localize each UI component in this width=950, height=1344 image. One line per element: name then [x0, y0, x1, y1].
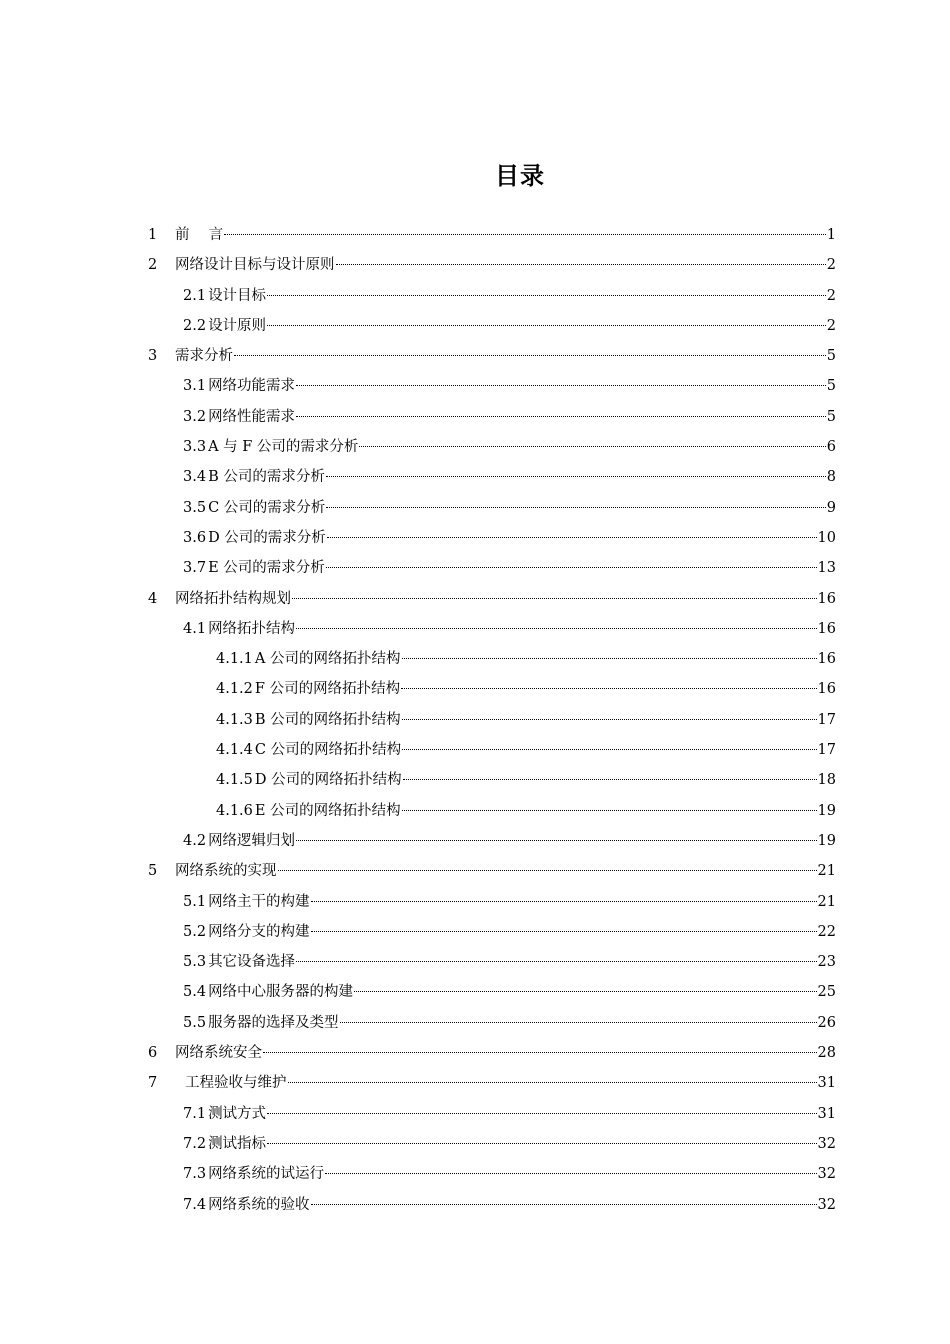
- page-title: 目录: [495, 162, 545, 190]
- toc-entry[interactable]: [148, 432, 836, 462]
- table-of-contents: [148, 220, 836, 1220]
- toc-dot-leader: [327, 537, 817, 538]
- toc-entry-title: 前 言: [175, 227, 224, 243]
- toc-entry-title: E 公司的网络拓扑结构: [254, 802, 401, 819]
- toc-entry[interactable]: [148, 281, 836, 311]
- toc-dot-leader: [288, 1082, 817, 1083]
- toc-entry-page-number: 32: [817, 1166, 836, 1183]
- toc-entry-number: 4.1.2: [216, 681, 253, 698]
- toc-entry-number: 4.2: [183, 832, 207, 849]
- toc-entry-title: C 公司的需求分析: [208, 499, 326, 516]
- toc-entry[interactable]: [148, 1190, 836, 1220]
- toc-dot-leader: [401, 688, 816, 689]
- toc-entry-page-number: 25: [817, 984, 836, 1001]
- toc-entry[interactable]: [148, 1068, 836, 1098]
- toc-dot-leader: [403, 779, 817, 780]
- toc-entry-number: 4.1.5: [216, 772, 253, 789]
- toc-entry[interactable]: [148, 1008, 836, 1038]
- toc-entry-page-number: 5: [826, 378, 836, 395]
- toc-entry-title: B 公司的需求分析: [208, 469, 325, 486]
- toc-entry[interactable]: [148, 796, 836, 826]
- toc-dot-leader: [234, 355, 826, 356]
- toc-entry-page-number: 28: [817, 1045, 836, 1062]
- toc-dot-leader: [340, 1022, 817, 1023]
- toc-entry[interactable]: [148, 674, 836, 704]
- toc-entry-page-number: 2: [826, 317, 836, 334]
- toc-entry-title: 网络系统的验收: [208, 1196, 310, 1213]
- toc-entry[interactable]: [148, 462, 836, 492]
- toc-entry-number: 3.2: [183, 408, 207, 425]
- toc-entry-page-number: 16: [817, 651, 836, 668]
- toc-entry-title: 网络系统的实现: [175, 863, 277, 880]
- toc-entry-number: 7: [148, 1075, 158, 1092]
- toc-dot-leader: [402, 719, 817, 720]
- toc-entry-title: F 公司的网络拓扑结构: [254, 681, 401, 698]
- toc-entry[interactable]: [148, 523, 836, 553]
- toc-entry-number: 3.3: [183, 439, 207, 456]
- toc-entry[interactable]: [148, 553, 836, 583]
- toc-entry-number: 6: [148, 1045, 158, 1062]
- toc-entry-page-number: 19: [817, 802, 836, 819]
- toc-entry-page-number: 6: [826, 439, 836, 456]
- toc-entry[interactable]: [148, 493, 836, 523]
- toc-entry-page-number: 17: [817, 742, 836, 759]
- toc-entry-page-number: 26: [817, 1014, 836, 1031]
- toc-entry-number: 3.1: [183, 378, 207, 395]
- toc-dot-leader: [311, 1204, 817, 1205]
- toc-entry-number: 7.3: [183, 1166, 207, 1183]
- toc-entry-title: 测试方式: [208, 1105, 267, 1122]
- toc-entry-page-number: 23: [817, 954, 836, 971]
- toc-entry[interactable]: [148, 1038, 836, 1068]
- toc-entry-title: 网络设计目标与设计原则: [175, 257, 335, 274]
- toc-dot-leader: [267, 1113, 816, 1114]
- toc-entry[interactable]: [148, 341, 836, 371]
- toc-entry-title: 其它设备选择: [208, 954, 296, 971]
- toc-entry-number: 3.7: [183, 560, 207, 577]
- toc-entry-title: A 与 F 公司的需求分析: [208, 439, 359, 456]
- toc-entry-number: 7.4: [183, 1196, 207, 1213]
- toc-entry-page-number: 21: [817, 893, 836, 910]
- toc-entry-page-number: 8: [826, 469, 836, 486]
- toc-dot-leader: [296, 840, 816, 841]
- toc-entry-number: 3.5: [183, 499, 207, 516]
- toc-entry-title: D 公司的需求分析: [208, 529, 326, 546]
- toc-entry[interactable]: [148, 917, 836, 947]
- toc-entry-number: 1: [148, 227, 158, 243]
- toc-dot-leader: [224, 234, 826, 235]
- toc-entry-title: D 公司的网络拓扑结构: [254, 772, 402, 789]
- toc-entry[interactable]: [148, 826, 836, 856]
- toc-dot-leader: [402, 658, 817, 659]
- toc-entry-number: 5: [148, 863, 158, 880]
- toc-dot-leader: [354, 991, 816, 992]
- toc-entry-number: 2: [148, 257, 158, 274]
- toc-entry-page-number: 22: [817, 923, 836, 940]
- toc-entry-number: 5.1: [183, 893, 207, 910]
- toc-entry-number: 7.2: [183, 1135, 207, 1152]
- toc-entry[interactable]: [148, 1159, 836, 1189]
- toc-entry[interactable]: [148, 887, 836, 917]
- toc-entry-title: 测试指标: [208, 1135, 267, 1152]
- toc-dot-leader: [402, 749, 816, 750]
- toc-entry-page-number: 2: [826, 257, 836, 274]
- toc-entry-page-number: 5: [826, 408, 836, 425]
- toc-entry[interactable]: [148, 584, 836, 614]
- toc-dot-leader: [263, 1052, 817, 1053]
- toc-entry-title: B 公司的网络拓扑结构: [254, 711, 401, 728]
- toc-dot-leader: [296, 961, 816, 962]
- toc-entry-page-number: 2: [826, 287, 836, 304]
- toc-entry-page-number: 17: [817, 711, 836, 728]
- toc-entry-number: 2.1: [183, 287, 207, 304]
- toc-entry-page-number: 21: [817, 863, 836, 880]
- toc-dot-leader: [326, 476, 826, 477]
- toc-entry-page-number: 5: [826, 348, 836, 365]
- toc-dot-leader: [278, 870, 817, 871]
- toc-entry-page-number: 19: [817, 832, 836, 849]
- toc-dot-leader: [267, 325, 826, 326]
- toc-entry[interactable]: [148, 371, 836, 401]
- toc-entry-title: 网络系统安全: [175, 1045, 262, 1062]
- toc-entry-page-number: 32: [817, 1196, 836, 1213]
- toc-entry-page-number: 32: [817, 1135, 836, 1152]
- toc-entry-number: 2.2: [183, 317, 207, 334]
- toc-entry-number: 5.4: [183, 984, 207, 1001]
- toc-dot-leader: [311, 931, 817, 932]
- toc-entry[interactable]: [148, 1129, 836, 1159]
- toc-entry[interactable]: [148, 765, 836, 795]
- toc-dot-leader: [296, 385, 826, 386]
- toc-dot-leader: [267, 1143, 816, 1144]
- toc-entry-number: 4.1: [183, 620, 207, 637]
- toc-entry-title: 网络功能需求: [208, 378, 296, 395]
- toc-entry[interactable]: [148, 977, 836, 1007]
- toc-entry-number: 3.6: [183, 529, 207, 546]
- toc-dot-leader: [311, 901, 817, 902]
- toc-entry-page-number: 16: [817, 681, 836, 698]
- toc-entry-page-number: 10: [817, 529, 836, 546]
- toc-entry-page-number: 31: [817, 1105, 836, 1122]
- toc-entry-title: 设计原则: [208, 317, 267, 334]
- toc-dot-leader: [336, 264, 826, 265]
- toc-entry-number: 4.1.3: [216, 711, 253, 728]
- toc-entry-number: 5.3: [183, 954, 207, 971]
- toc-entry-number: 3.4: [183, 469, 207, 486]
- toc-entry-number: 4.1.6: [216, 802, 253, 819]
- toc-entry-title: 网络性能需求: [208, 408, 296, 425]
- toc-entry-title: 网络拓扑结构规划: [175, 590, 291, 607]
- toc-entry-number: 4.1.1: [216, 651, 253, 668]
- toc-entry[interactable]: [148, 614, 836, 644]
- toc-dot-leader: [326, 507, 826, 508]
- toc-entry-number: 4: [148, 590, 158, 607]
- toc-entry-title: 工程验收与维护: [185, 1075, 287, 1092]
- toc-dot-leader: [359, 446, 825, 447]
- toc-dot-leader: [325, 1173, 816, 1174]
- toc-dot-leader: [296, 416, 826, 417]
- toc-entry-page-number: 9: [826, 499, 836, 516]
- toc-entry[interactable]: [148, 705, 836, 735]
- toc-entry-title: 需求分析: [175, 348, 233, 365]
- toc-entry[interactable]: [148, 947, 836, 977]
- toc-entry-page-number: 1: [826, 227, 836, 243]
- toc-entry-title: 网络拓扑结构: [208, 620, 296, 637]
- toc-entry-page-number: 16: [817, 620, 836, 637]
- toc-entry-title: A 公司的网络拓扑结构: [254, 651, 401, 668]
- toc-entry-title: 网络主干的构建: [208, 893, 310, 910]
- toc-entry-number: 7.1: [183, 1105, 207, 1122]
- toc-dot-leader: [292, 598, 817, 599]
- toc-entry[interactable]: [148, 220, 836, 250]
- toc-entry[interactable]: [148, 1099, 836, 1129]
- toc-entry[interactable]: [148, 644, 836, 674]
- toc-dot-leader: [402, 810, 817, 811]
- toc-dot-leader: [296, 628, 816, 629]
- toc-entry[interactable]: [148, 735, 836, 765]
- toc-entry-title: 网络分支的构建: [208, 923, 310, 940]
- toc-entry-title: 网络逻辑归划: [208, 832, 296, 849]
- toc-entry[interactable]: [148, 856, 836, 886]
- toc-entry-title: 设计目标: [208, 287, 267, 304]
- toc-dot-leader: [326, 567, 817, 568]
- toc-entry[interactable]: [148, 311, 836, 341]
- toc-entry-page-number: 13: [817, 560, 836, 577]
- toc-entry-title: C 公司的网络拓扑结构: [254, 742, 402, 759]
- toc-entry-title: 网络中心服务器的构建: [208, 984, 354, 1001]
- toc-entry-title: 网络系统的试运行: [208, 1166, 325, 1183]
- toc-entry-number: 4.1.4: [216, 742, 253, 759]
- toc-entry-title: 服务器的选择及类型: [208, 1014, 339, 1031]
- toc-entry-title: E 公司的需求分析: [208, 560, 325, 577]
- toc-entry-page-number: 16: [817, 590, 836, 607]
- toc-entry-page-number: 31: [817, 1075, 836, 1092]
- toc-dot-leader: [267, 295, 826, 296]
- toc-entry-number: 3: [148, 348, 158, 365]
- toc-entry[interactable]: [148, 250, 836, 280]
- toc-entry[interactable]: [148, 402, 836, 432]
- toc-entry-number: 5.5: [183, 1014, 207, 1031]
- toc-entry-page-number: 18: [817, 772, 836, 789]
- toc-entry-number: 5.2: [183, 923, 207, 940]
